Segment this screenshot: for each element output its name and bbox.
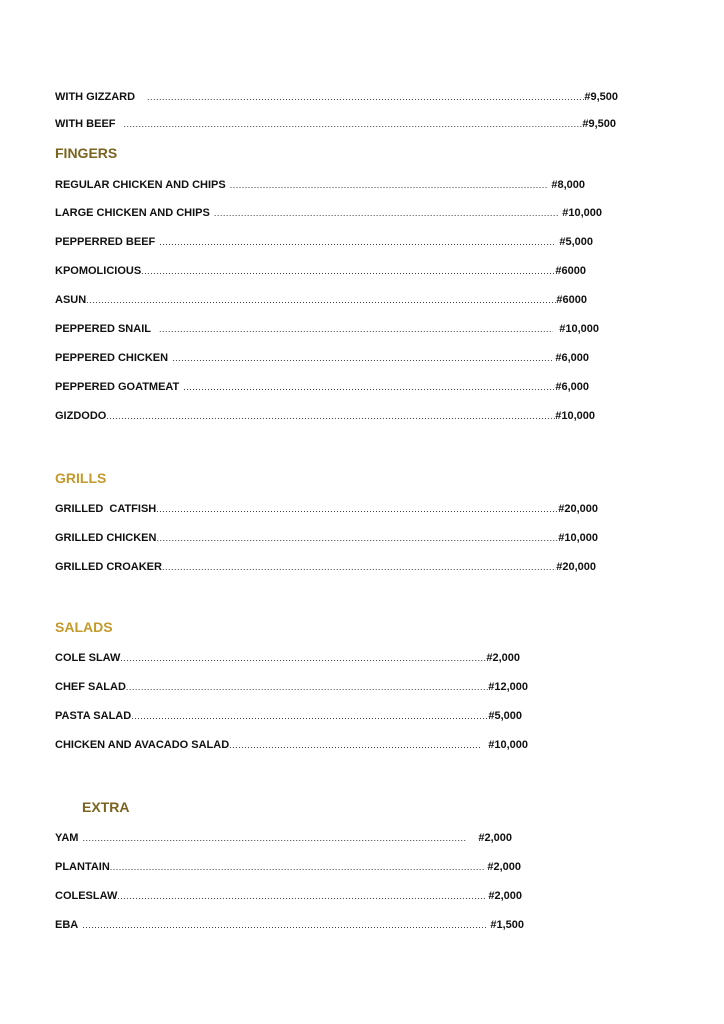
- item-name: COLESLAW: [55, 890, 118, 902]
- leader-dots: [110, 860, 485, 874]
- item-price: #20,000: [556, 561, 596, 573]
- item-price: #1,500: [490, 919, 524, 931]
- leader-dots: [131, 709, 488, 723]
- leader-dots: [120, 651, 486, 665]
- item-price: #9,500: [582, 118, 616, 130]
- leader-dots: [156, 502, 558, 516]
- item-name: PLANTAIN: [55, 861, 110, 873]
- leader-dots: [214, 206, 559, 220]
- leader-dots: [106, 409, 555, 423]
- leader-dots: [82, 831, 466, 845]
- item-name: PEPPERED GOATMEAT: [55, 381, 180, 393]
- menu-item: [55, 531, 598, 545]
- menu-item: [55, 235, 593, 249]
- item-price: #10,000: [562, 207, 602, 219]
- leader-dots: [86, 293, 556, 307]
- item-price: #10,000: [559, 323, 599, 335]
- item-name: GRILLED CROAKER: [55, 561, 162, 573]
- item-name: PEPPERED SNAIL: [55, 323, 151, 335]
- item-name: PEPPERED CHICKEN: [55, 352, 169, 364]
- menu-item: [55, 560, 596, 574]
- section-heading-fingers: FINGERS: [55, 145, 118, 161]
- leader-dots: [172, 351, 552, 365]
- item-price: #12,000: [488, 681, 528, 693]
- item-price: #2,000: [487, 861, 521, 873]
- item-price: #5,000: [488, 710, 522, 722]
- item-name: CHEF SALAD: [55, 681, 126, 693]
- section-heading-grills: GRILLS: [55, 470, 107, 486]
- item-price: #9,500: [584, 91, 618, 103]
- leader-dots: [117, 889, 485, 903]
- leader-dots: [124, 117, 583, 131]
- menu-item: [55, 860, 521, 874]
- leader-dots: [147, 90, 584, 104]
- item-name: COLE SLAW: [55, 652, 121, 664]
- menu-item: [55, 918, 524, 932]
- menu-item: [55, 409, 595, 423]
- item-price: #10,000: [558, 532, 598, 544]
- leader-dots: [141, 264, 555, 278]
- item-name: CHICKEN AND AVACADO SALAD: [55, 739, 230, 751]
- item-price: #20,000: [558, 503, 598, 515]
- item-price: #2,000: [486, 652, 520, 664]
- leader-dots: [229, 738, 480, 752]
- menu-item: [55, 680, 528, 694]
- leader-dots: [82, 918, 486, 932]
- menu-item: [55, 709, 522, 723]
- item-price: #6,000: [555, 381, 589, 393]
- leader-dots: [183, 380, 555, 394]
- menu-item: [55, 738, 528, 752]
- item-name: WITH GIZZARD: [55, 91, 136, 103]
- item-name: PASTA SALAD: [55, 710, 132, 722]
- item-price: #2,000: [488, 890, 522, 902]
- item-name: REGULAR CHICKEN AND CHIPS: [55, 179, 226, 191]
- item-name: KPOMOLICIOUS: [55, 265, 142, 277]
- menu-item: [55, 117, 616, 131]
- menu-item: [55, 380, 589, 394]
- menu-item: [55, 206, 602, 220]
- item-price: #8,000: [551, 179, 585, 191]
- leader-dots: [156, 531, 558, 545]
- item-name: GIZDODO: [55, 410, 107, 422]
- item-name: EBA: [55, 919, 79, 931]
- leader-dots: [230, 178, 549, 192]
- leader-dots: [159, 322, 553, 336]
- menu-item: [55, 178, 585, 192]
- menu-item: [55, 264, 586, 278]
- item-price: #6000: [556, 294, 587, 306]
- item-price: #10,000: [555, 410, 595, 422]
- item-name: PEPPERRED BEEF: [55, 236, 156, 248]
- item-name: GRILLED CHICKEN: [55, 532, 157, 544]
- item-name: YAM: [55, 832, 79, 844]
- item-name: LARGE CHICKEN AND CHIPS: [55, 207, 210, 219]
- menu-item: [55, 502, 598, 516]
- menu-item: [55, 889, 522, 903]
- item-name: ASUN: [55, 294, 87, 306]
- leader-dots: [162, 560, 556, 574]
- item-price: #2,000: [478, 832, 512, 844]
- item-name: WITH BEEF: [55, 118, 116, 130]
- item-price: #6,000: [555, 352, 589, 364]
- menu-item: [55, 831, 512, 845]
- menu-item: [55, 90, 618, 104]
- menu-item: [55, 293, 587, 307]
- menu-item: [55, 322, 599, 336]
- section-heading-extra: EXTRA: [82, 799, 130, 815]
- leader-dots: [126, 680, 488, 694]
- menu-item: [55, 351, 589, 365]
- item-price: #5,000: [559, 236, 593, 248]
- leader-dots: [159, 235, 556, 249]
- item-price: #6000: [555, 265, 586, 277]
- item-price: #10,000: [488, 739, 528, 751]
- item-name: GRILLED CATFISH: [55, 503, 157, 515]
- menu-item: [55, 651, 520, 665]
- section-heading-salads: SALADS: [55, 619, 113, 635]
